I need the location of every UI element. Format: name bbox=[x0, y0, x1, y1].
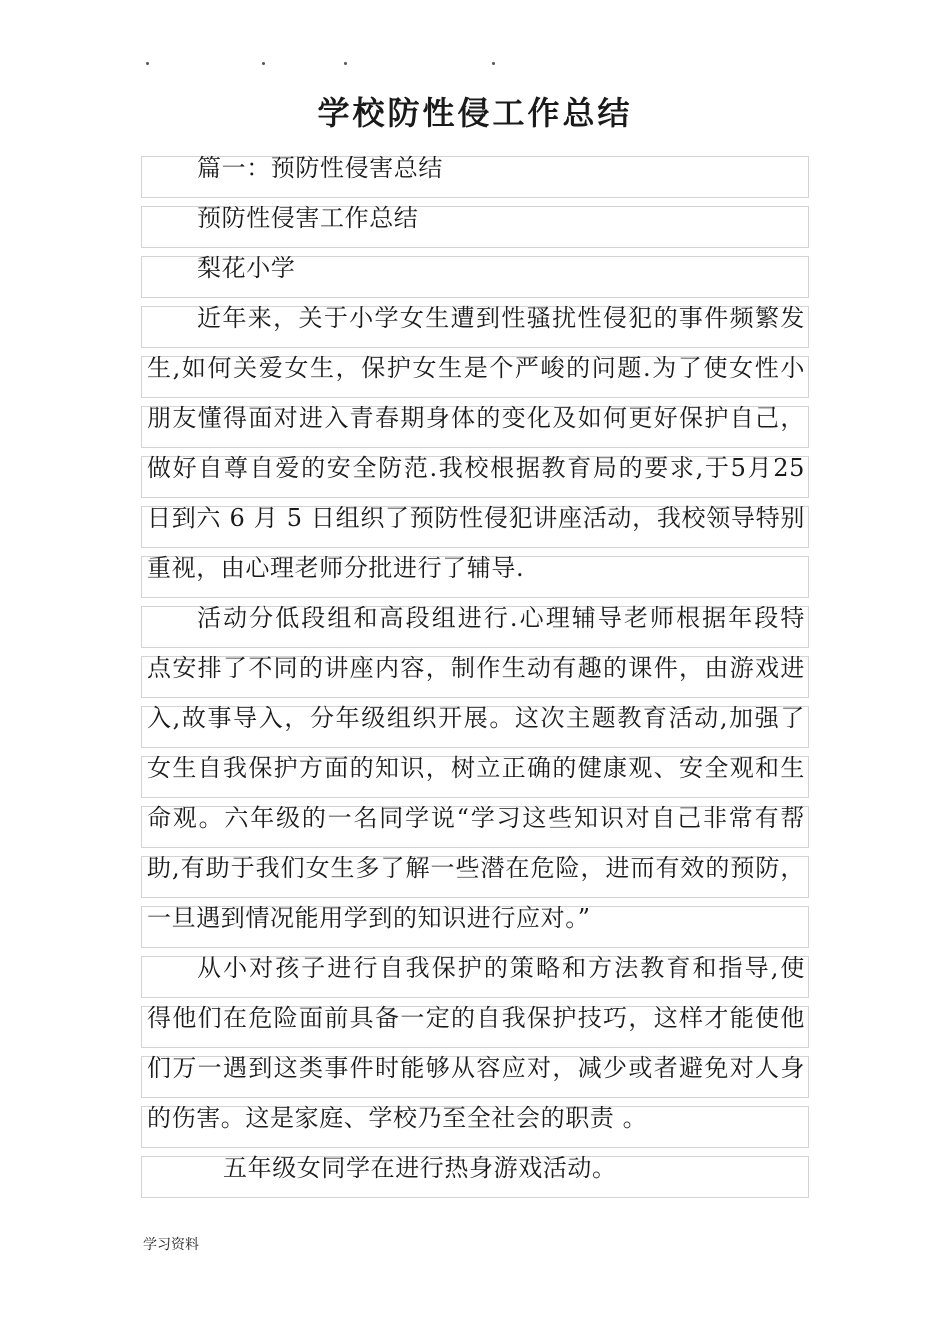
dot-mark bbox=[146, 62, 149, 65]
text-line bbox=[141, 700, 809, 750]
text-line bbox=[141, 600, 809, 650]
paragraph-1-line: 重视，由心理老师分批进行了辅导. bbox=[147, 554, 525, 582]
text-line bbox=[141, 250, 809, 300]
text-line bbox=[141, 400, 809, 450]
school-name: 梨花小学 bbox=[197, 254, 296, 282]
dot-mark bbox=[492, 62, 495, 65]
paragraph-3-line: 得他们在危险面前具备一定的自我保护技巧，这样才能使他 bbox=[147, 1004, 805, 1032]
photo-caption: 五年级女同学在进行热身游戏活动。 bbox=[223, 1154, 617, 1182]
text-line bbox=[141, 1050, 809, 1100]
page-footer: 学习资料 bbox=[143, 1237, 199, 1253]
document-subtitle: 预防性侵害工作总结 bbox=[197, 204, 419, 232]
text-line bbox=[141, 1000, 809, 1050]
text-line bbox=[141, 150, 809, 200]
text-line bbox=[141, 550, 809, 600]
paragraph-2-line: 命观。六年级的一名同学说“学习这些知识对自己非常有帮 bbox=[147, 804, 805, 832]
text-line bbox=[141, 350, 809, 400]
text-line bbox=[141, 750, 809, 800]
text-line bbox=[141, 650, 809, 700]
paragraph-2-line: 活动分低段组和高段组进行.心理辅导老师根据年段特 bbox=[197, 604, 805, 632]
section-heading: 篇一：预防性侵害总结 bbox=[197, 154, 443, 182]
text-line bbox=[141, 300, 809, 350]
paragraph-2-line: 点安排了不同的讲座内容，制作生动有趣的课件，由游戏进 bbox=[147, 654, 805, 682]
paragraph-1-line: 做好自尊自爱的安全防范.我校根据教育局的要求,于5月25 bbox=[147, 454, 805, 482]
text-line bbox=[141, 450, 809, 500]
text-line bbox=[141, 800, 809, 850]
page-title: 学校防性侵工作总结 bbox=[317, 94, 633, 132]
text-line bbox=[141, 950, 809, 1000]
text-line bbox=[141, 200, 809, 250]
header-dots bbox=[140, 62, 520, 72]
dot-mark bbox=[262, 62, 265, 65]
paragraph-1-line: 日到六 6 月 5 日组织了预防性侵犯讲座活动，我校领导特别 bbox=[147, 504, 805, 532]
paragraph-2-line: 一旦遇到情况能用学到的知识进行应对。” bbox=[147, 904, 591, 932]
paragraph-3-line: 从小对孩子进行自我保护的策略和方法教育和指导,使 bbox=[197, 954, 805, 982]
paragraph-2-line: 助,有助于我们女生多了解一些潜在危险，进而有效的预防， bbox=[147, 854, 805, 882]
paragraph-1-line: 生,如何关爱女生，保护女生是个严峻的问题.为了使女性小 bbox=[147, 354, 805, 382]
text-line bbox=[141, 900, 809, 950]
paragraph-3-line: 们万一遇到这类事件时能够从容应对，减少或者避免对人身 bbox=[147, 1054, 805, 1082]
dot-mark bbox=[344, 62, 347, 65]
document-body bbox=[141, 150, 809, 1200]
paragraph-2-line: 入,故事导入，分年级组织开展。这次主题教育活动,加强了 bbox=[147, 704, 805, 732]
paragraph-2-line: 女生自我保护方面的知识，树立正确的健康观、安全观和生 bbox=[147, 754, 805, 782]
paragraph-3-line: 的伤害。这是家庭、学校乃至全社会的职责 。 bbox=[147, 1104, 648, 1132]
text-line bbox=[141, 500, 809, 550]
paragraph-1-line: 朋友懂得面对进入青春期身体的变化及如何更好保护自己， bbox=[147, 404, 805, 432]
paragraph-1-line: 近年来，关于小学女生遭到性骚扰性侵犯的事件频繁发 bbox=[197, 304, 805, 332]
text-line bbox=[141, 1150, 809, 1200]
text-line bbox=[141, 850, 809, 900]
text-line bbox=[141, 1100, 809, 1150]
